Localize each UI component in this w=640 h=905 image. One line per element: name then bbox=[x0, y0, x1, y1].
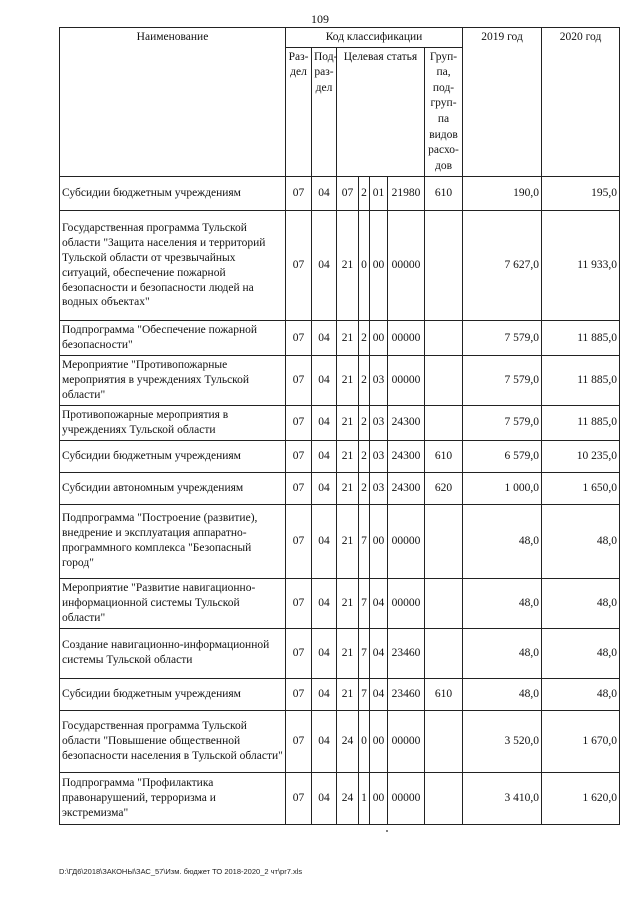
row-article-event: 03 bbox=[370, 440, 388, 472]
row-name: Подпрограмма "Построение (развитие), внедрение и эксплуатация аппаратно-программного комплекса "Безопасный город" bbox=[60, 504, 286, 578]
row-article-code: 21980 bbox=[388, 177, 425, 211]
row-article-code: 00000 bbox=[388, 211, 425, 321]
row-section: 07 bbox=[286, 710, 312, 772]
row-subsection: 04 bbox=[312, 355, 337, 405]
row-amount-2019: 190,0 bbox=[463, 177, 542, 211]
row-article-code: 00000 bbox=[388, 321, 425, 356]
row-expense-group bbox=[425, 321, 463, 356]
row-name: Субсидии автономным учреждениям bbox=[60, 472, 286, 504]
row-name: Субсидии бюджетным учреждениям bbox=[60, 678, 286, 710]
row-subsection: 04 bbox=[312, 628, 337, 678]
row-expense-group: 620 bbox=[425, 472, 463, 504]
row-article-code: 00000 bbox=[388, 355, 425, 405]
row-section: 07 bbox=[286, 504, 312, 578]
row-amount-2019: 7 579,0 bbox=[463, 321, 542, 356]
row-article-program: 21 bbox=[337, 472, 359, 504]
row-name: Мероприятие "Развитие навигационно-информационной системы Тульской области" bbox=[60, 578, 286, 628]
row-article-program: 24 bbox=[337, 710, 359, 772]
row-section: 07 bbox=[286, 772, 312, 824]
row-article-program: 21 bbox=[337, 578, 359, 628]
row-subsection: 04 bbox=[312, 440, 337, 472]
row-article-code: 00000 bbox=[388, 578, 425, 628]
row-subsection: 04 bbox=[312, 472, 337, 504]
row-expense-group bbox=[425, 211, 463, 321]
row-subsection: 04 bbox=[312, 321, 337, 356]
row-article-event: 04 bbox=[370, 628, 388, 678]
row-amount-2020: 48,0 bbox=[542, 578, 620, 628]
row-section: 07 bbox=[286, 472, 312, 504]
row-name: Противопожарные мероприятия в учреждениях Тульской области bbox=[60, 405, 286, 440]
row-amount-2020: 1 620,0 bbox=[542, 772, 620, 824]
table-row bbox=[60, 355, 620, 405]
row-amount-2020: 48,0 bbox=[542, 628, 620, 678]
row-article-code: 00000 bbox=[388, 710, 425, 772]
row-article-subprogram: 0 bbox=[359, 710, 370, 772]
row-article-code: 00000 bbox=[388, 504, 425, 578]
row-amount-2019: 6 579,0 bbox=[463, 440, 542, 472]
file-path-footer: D:\ГД6\2018\ЗАКОНЫ\ЗАС_57\Изм. бюджет ТО 2018-2020_2 чт\pr7.xls bbox=[59, 867, 303, 876]
row-section: 07 bbox=[286, 177, 312, 211]
row-article-program: 21 bbox=[337, 504, 359, 578]
row-subsection: 04 bbox=[312, 405, 337, 440]
row-expense-group bbox=[425, 504, 463, 578]
row-article-subprogram: 2 bbox=[359, 355, 370, 405]
row-article-subprogram: 1 bbox=[359, 772, 370, 824]
row-amount-2019: 48,0 bbox=[463, 678, 542, 710]
row-amount-2019: 1 000,0 bbox=[463, 472, 542, 504]
row-amount-2020: 48,0 bbox=[542, 504, 620, 578]
row-article-subprogram: 7 bbox=[359, 504, 370, 578]
table-row bbox=[60, 628, 620, 678]
row-amount-2020: 11 885,0 bbox=[542, 405, 620, 440]
row-article-event: 00 bbox=[370, 772, 388, 824]
row-section: 07 bbox=[286, 628, 312, 678]
row-amount-2020: 11 933,0 bbox=[542, 211, 620, 321]
row-expense-group bbox=[425, 628, 463, 678]
row-subsection: 04 bbox=[312, 504, 337, 578]
page-number: 109 bbox=[311, 12, 329, 26]
row-section: 07 bbox=[286, 578, 312, 628]
table-row bbox=[60, 211, 620, 321]
row-expense-group: 610 bbox=[425, 177, 463, 211]
row-article-program: 21 bbox=[337, 405, 359, 440]
row-amount-2019: 7 627,0 bbox=[463, 211, 542, 321]
row-article-subprogram: 2 bbox=[359, 472, 370, 504]
table-row bbox=[60, 405, 620, 440]
header-classification: Код классификации bbox=[286, 28, 463, 48]
row-subsection: 04 bbox=[312, 678, 337, 710]
row-section: 07 bbox=[286, 440, 312, 472]
row-expense-group: 610 bbox=[425, 678, 463, 710]
row-article-subprogram: 2 bbox=[359, 177, 370, 211]
row-expense-group bbox=[425, 405, 463, 440]
row-article-code: 24300 bbox=[388, 405, 425, 440]
row-article-event: 01 bbox=[370, 177, 388, 211]
row-section: 07 bbox=[286, 405, 312, 440]
budget-table bbox=[59, 27, 620, 825]
row-article-event: 03 bbox=[370, 405, 388, 440]
row-expense-group bbox=[425, 710, 463, 772]
row-article-subprogram: 2 bbox=[359, 321, 370, 356]
row-section: 07 bbox=[286, 321, 312, 356]
table-row bbox=[60, 678, 620, 710]
row-amount-2020: 10 235,0 bbox=[542, 440, 620, 472]
table-row bbox=[60, 177, 620, 211]
row-amount-2019: 7 579,0 bbox=[463, 405, 542, 440]
row-article-subprogram: 2 bbox=[359, 405, 370, 440]
row-name: Субсидии бюджетным учреждениям bbox=[60, 440, 286, 472]
row-article-event: 03 bbox=[370, 472, 388, 504]
row-article-event: 00 bbox=[370, 211, 388, 321]
row-amount-2019: 48,0 bbox=[463, 628, 542, 678]
row-article-code: 24300 bbox=[388, 440, 425, 472]
row-article-code: 23460 bbox=[388, 678, 425, 710]
row-section: 07 bbox=[286, 355, 312, 405]
row-name: Мероприятие "Противопожарные мероприятия в учреждениях Тульской области" bbox=[60, 355, 286, 405]
row-article-program: 21 bbox=[337, 678, 359, 710]
row-expense-group: 610 bbox=[425, 440, 463, 472]
row-name: Подпрограмма "Обеспечение пожарной безопасности" bbox=[60, 321, 286, 356]
row-section: 07 bbox=[286, 211, 312, 321]
header-subsection: Под-раз-дел bbox=[312, 47, 337, 176]
row-name: Государственная программа Тульской области "Защита населения и территорий Тульской области от чрезвычайных ситуаций, обеспечение пожарной безопасности и безопасности людей на водных объектах" bbox=[60, 211, 286, 321]
row-article-event: 00 bbox=[370, 504, 388, 578]
row-expense-group bbox=[425, 578, 463, 628]
row-article-program: 24 bbox=[337, 772, 359, 824]
row-article-event: 04 bbox=[370, 678, 388, 710]
row-article-event: 00 bbox=[370, 710, 388, 772]
row-article-program: 21 bbox=[337, 355, 359, 405]
table-row bbox=[60, 472, 620, 504]
row-amount-2020: 1 650,0 bbox=[542, 472, 620, 504]
table-row bbox=[60, 504, 620, 578]
row-article-program: 21 bbox=[337, 211, 359, 321]
row-article-subprogram: 2 bbox=[359, 440, 370, 472]
row-subsection: 04 bbox=[312, 177, 337, 211]
row-article-code: 24300 bbox=[388, 472, 425, 504]
row-article-event: 03 bbox=[370, 355, 388, 405]
header-target-article: Целевая статья bbox=[337, 47, 425, 176]
table-row bbox=[60, 440, 620, 472]
table-row bbox=[60, 772, 620, 824]
header-2020: 2020 год bbox=[542, 28, 620, 177]
row-article-subprogram: 0 bbox=[359, 211, 370, 321]
row-article-program: 07 bbox=[337, 177, 359, 211]
table-row bbox=[60, 321, 620, 356]
row-section: 07 bbox=[286, 678, 312, 710]
row-article-code: 00000 bbox=[388, 772, 425, 824]
row-amount-2020: 195,0 bbox=[542, 177, 620, 211]
row-article-event: 04 bbox=[370, 578, 388, 628]
row-amount-2020: 48,0 bbox=[542, 678, 620, 710]
row-article-subprogram: 7 bbox=[359, 678, 370, 710]
row-subsection: 04 bbox=[312, 578, 337, 628]
row-article-code: 23460 bbox=[388, 628, 425, 678]
row-article-program: 21 bbox=[337, 321, 359, 356]
row-amount-2019: 48,0 bbox=[463, 578, 542, 628]
row-name: Государственная программа Тульской области "Повышение общественной безопасности населения в Тульской области" bbox=[60, 710, 286, 772]
row-amount-2020: 1 670,0 bbox=[542, 710, 620, 772]
row-name: Создание навигационно-информационной системы Тульской области bbox=[60, 628, 286, 678]
row-amount-2020: 11 885,0 bbox=[542, 321, 620, 356]
row-name: Субсидии бюджетным учреждениям bbox=[60, 177, 286, 211]
row-article-event: 00 bbox=[370, 321, 388, 356]
row-article-program: 21 bbox=[337, 440, 359, 472]
row-expense-group bbox=[425, 772, 463, 824]
row-amount-2019: 7 579,0 bbox=[463, 355, 542, 405]
row-amount-2020: 11 885,0 bbox=[542, 355, 620, 405]
header-2019: 2019 год bbox=[463, 28, 542, 177]
row-subsection: 04 bbox=[312, 710, 337, 772]
row-article-subprogram: 7 bbox=[359, 628, 370, 678]
row-subsection: 04 bbox=[312, 211, 337, 321]
header-section: Раз-дел bbox=[286, 47, 312, 176]
header-name: Наименование bbox=[60, 28, 286, 177]
row-amount-2019: 3 520,0 bbox=[463, 710, 542, 772]
row-subsection: 04 bbox=[312, 772, 337, 824]
row-name: Подпрограмма "Профилактика правонарушений, терроризма и экстремизма" bbox=[60, 772, 286, 824]
row-article-subprogram: 7 bbox=[359, 578, 370, 628]
row-amount-2019: 48,0 bbox=[463, 504, 542, 578]
scan-speck bbox=[386, 830, 388, 832]
table-row bbox=[60, 710, 620, 772]
row-expense-group bbox=[425, 355, 463, 405]
row-amount-2019: 3 410,0 bbox=[463, 772, 542, 824]
row-article-program: 21 bbox=[337, 628, 359, 678]
table-row bbox=[60, 578, 620, 628]
table-body bbox=[60, 177, 620, 825]
header-expense-group: Груп-па, под-груп-па видов расхо-дов bbox=[425, 47, 463, 176]
